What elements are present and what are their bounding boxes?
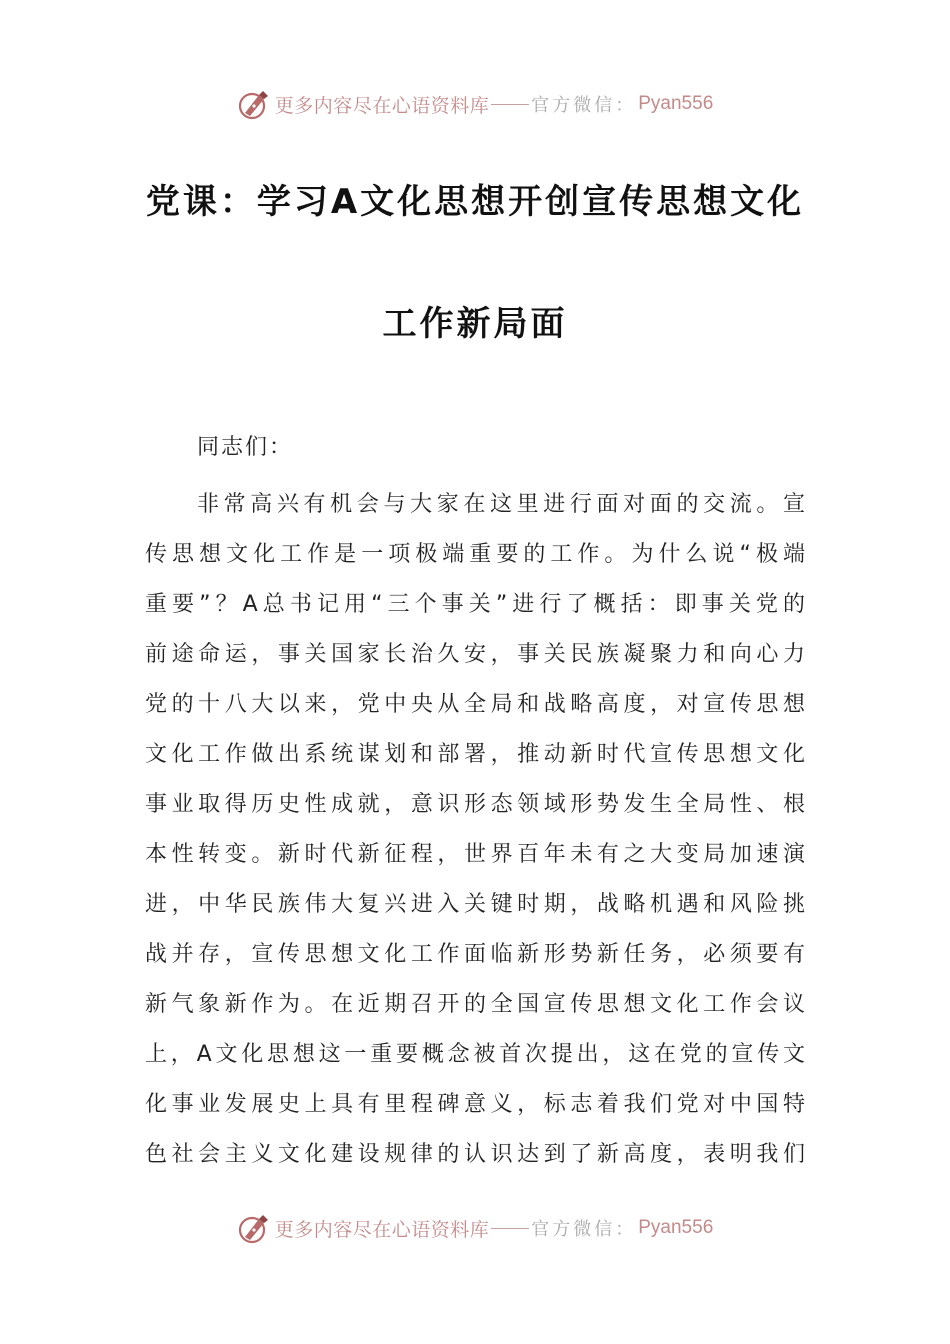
body-line: 色社会主义文化建设规律的认识达到了新高度，表明我们 xyxy=(145,1142,805,1167)
body-line: 进，中华民族伟大复兴进入关键时期，战略机遇和风险挑 xyxy=(145,892,805,917)
body-line: 传思想文化工作是一项极端重要的工作。为什么说“极端 xyxy=(145,542,805,567)
body-line: 事业取得历史性成就，意识形态领域形势发生全局性、根 xyxy=(145,792,805,817)
watermark-official-label: 官方微信： xyxy=(531,95,637,116)
body-line: 上，A文化思想这一重要概念被首次提出，这在党的宣传文 xyxy=(145,1042,805,1067)
body-line: 党的十八大以来，党中央从全局和战略高度，对宣传思想 xyxy=(145,692,805,717)
pen-nib-logo-icon xyxy=(237,87,271,121)
document-title-line-2: 工作新局面 xyxy=(382,304,568,344)
watermark-brand-text: 更多内容尽在心语资料库 xyxy=(274,1218,490,1241)
watermark-account-id: Pyan556 xyxy=(638,93,714,114)
watermark-account-id: Pyan556 xyxy=(638,1217,714,1238)
watermark-dash xyxy=(491,104,529,105)
body-line: 本性转变。新时代新征程，世界百年未有之大变局加速演 xyxy=(145,842,805,867)
pen-nib-logo-icon xyxy=(237,1211,271,1245)
greeting: 同志们： xyxy=(197,435,294,460)
body-line: 化事业发展史上具有里程碑意义，标志着我们党对中国特 xyxy=(145,1092,805,1117)
watermark-brand-text: 更多内容尽在心语资料库 xyxy=(274,94,490,117)
body-line: 非常高兴有机会与大家在这里进行面对面的交流。宣 xyxy=(197,492,805,517)
body-line: 文化工作做出系统谋划和部署，推动新时代宣传思想文化 xyxy=(145,742,805,767)
footer-watermark xyxy=(0,1208,950,1248)
body-line: 前途命运，事关国家长治久安，事关民族凝聚力和向心力 xyxy=(145,642,805,667)
body-line: 重要”？A总书记用“三个事关”进行了概括：即事关党的 xyxy=(145,592,805,617)
body-line: 新气象新作为。在近期召开的全国宣传思想文化工作会议 xyxy=(145,992,805,1017)
body-paragraph xyxy=(145,480,805,1180)
watermark-dash xyxy=(491,1228,529,1229)
document-title-line-1: 党课：学习A文化思想开创宣传思想文化 xyxy=(145,182,805,222)
watermark-official-label: 官方微信： xyxy=(531,1219,637,1240)
header-watermark xyxy=(0,84,950,124)
body-line: 战并存，宣传思想文化工作面临新形势新任务，必须要有 xyxy=(145,942,805,967)
